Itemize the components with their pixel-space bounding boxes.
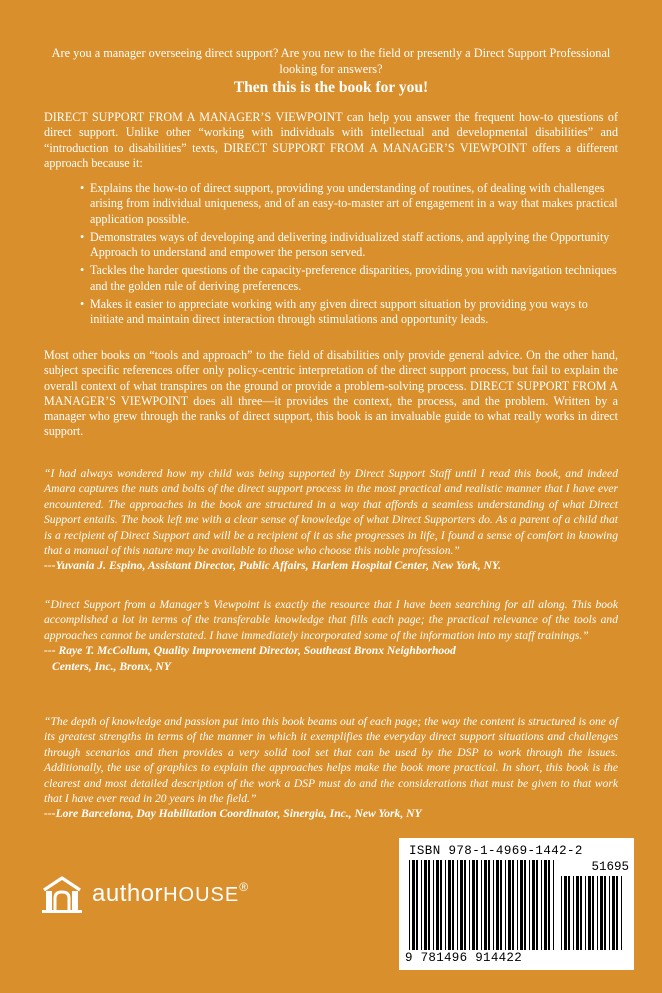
barcode-bar — [612, 876, 615, 950]
testimonial — [44, 466, 618, 574]
barcode-bar — [544, 860, 547, 950]
barcode-bar — [409, 860, 410, 950]
description-paragraph: Most other books on “tools and approach” to the field of disabilities only provide general advice. On the other hand, subject specific references offer only policy-centric interpretation of the direct support process, but fail to explain the overall context of what transpires on the ground or provide a problem-solving process. DIRECT SUPPORT FROM A MANAGER’S VIEWPOINT does all three—it provides the context, the process, and the problem. Written by a manager who grew through the ranks of direct support, this book is an invaluable guide to what really works in direct support. — [44, 348, 618, 439]
feature-list — [80, 181, 620, 331]
testimonial-attribution: ---Yuvania J. Espino, Assistant Director, Public Affairs, Harlem Hospital Center, New York, NY. — [44, 559, 502, 573]
barcode-digits: 9 781496 914422 — [405, 951, 523, 965]
testimonial-text: “The depth of knowledge and passion put into this book beams out of each page; the way the content is structured is one of its greatest strengths in terms of the manner in which it exemplifies the everyday direct support situations and challenges through scenarios and then provides a very solid tool set that can be used by the DSP to work through the issues. Additionally, the use of graphics to explain the approaches helps make the book more practical. In short, this book is the clearest and most detailed description of the work a DSP must do and the considerations that must be given to that work that I have ever read in 20 years in the field.” — [44, 715, 618, 806]
barcode-bar — [597, 876, 598, 950]
barcode-bar — [412, 860, 415, 950]
barcode-bar — [512, 860, 514, 950]
barcode-bar — [472, 860, 475, 950]
barcode-bar — [588, 876, 591, 950]
barcode-bar — [592, 876, 594, 950]
list-item: • Tackles the harder questions of the capacity-preference disparities, providing you with navigation techniques and the golden rule of deriving preferences. — [80, 263, 617, 293]
barcode-bar — [464, 860, 466, 950]
barcode-bar — [424, 860, 427, 950]
publisher-logo — [40, 874, 300, 914]
barcode-bar — [428, 860, 430, 950]
bullet-mark: • — [80, 297, 85, 312]
barcode-bar — [553, 860, 554, 950]
barcode-bar — [517, 860, 518, 950]
barcode-bar — [416, 860, 418, 950]
barcode-bar — [448, 860, 451, 950]
barcode-bar — [568, 876, 570, 950]
barcode-bar — [505, 860, 506, 950]
barcode-bar — [541, 860, 542, 950]
barcode-bar — [436, 860, 439, 950]
isbn-text: ISBN 978-1-4969-1442-2 — [409, 844, 583, 858]
bullet-mark: • — [80, 263, 85, 278]
headline: Then this is the book for you! — [233, 79, 429, 96]
barcode-bar — [532, 860, 535, 950]
testimonial-text: “I had always wondered how my child was being supported by Direct Support Staff until I read this book, and indeed Amara captures the nuts and bolts of the direct support process in the most practical and realistic manner that I have ever encountered. The approaches in the book are structured in a way that affords a seamless understanding of what Direct Support entails. The book left me with a clear sense of knowledge of what Direct Supporters do. As a parent of a child that is a recipient of Direct Support and will be a recipient of it as she progresses in life, I found a sense of comfort in knowing that a manual of this nature may be available to those who choose this noble profession.” — [44, 467, 618, 558]
house-arch-icon — [40, 874, 84, 914]
barcode-bars — [409, 860, 559, 950]
testimonial — [44, 714, 618, 822]
list-item: • Explains the how-to of direct support, providing you understanding of routines, of dealing with challenges arising from individual uniqueness, and of an easy-to-master art of engagement in a way that makes practical application possible. — [80, 181, 618, 226]
barcode-bar — [609, 876, 610, 950]
price-code: 51695 — [591, 860, 629, 874]
barcode-bar — [445, 860, 446, 950]
barcode-bar — [616, 876, 618, 950]
addon-barcode-bars — [561, 876, 627, 950]
publisher-name: authorHOUSE® — [92, 880, 249, 907]
testimonial — [44, 597, 618, 674]
barcode-bar — [488, 860, 490, 950]
barcode — [399, 838, 634, 970]
list-item: • Demonstrates ways of developing and delivering individualized staff actions, and applying the Opportunity Approach to understand and empower the person served. — [80, 229, 610, 260]
barcode-bar — [548, 860, 550, 950]
barcode-bar — [585, 876, 586, 950]
barcode-bar — [536, 860, 538, 950]
barcode-bar — [484, 860, 487, 950]
bullet-mark: • — [80, 229, 85, 244]
barcode-bar — [476, 860, 478, 950]
barcode-bar — [460, 860, 463, 950]
barcode-bar — [524, 860, 526, 950]
barcode-bar — [508, 860, 511, 950]
barcode-bar — [564, 876, 567, 950]
testimonial-text: “Direct Support from a Manager’s Viewpoint is exactly the resource that I have been searching for all along. This book accomplished a lot in terms of the transferable knowledge that fills each page; the practical relevance of the tools and approaches cannot be understated. I have immediately incorporated some of the information into my staff trainings.” — [44, 598, 618, 642]
barcode-bar — [580, 876, 582, 950]
barcode-bar — [576, 876, 579, 950]
testimonial-attribution: ---Lore Barcelona, Day Habilitation Coordinator, Sinergia, Inc., New York, NY — [44, 807, 422, 821]
testimonial-attribution-continued: Centers, Inc., Bronx, NY — [52, 659, 171, 673]
barcode-bar — [621, 876, 622, 950]
barcode-bar — [493, 860, 494, 950]
barcode-bar — [561, 876, 562, 950]
barcode-bar — [469, 860, 470, 950]
barcode-bar — [496, 860, 499, 950]
bullet-mark: • — [80, 181, 85, 195]
barcode-bar — [600, 876, 603, 950]
barcode-bar — [421, 860, 422, 950]
intro-question: Are you a manager overseeing direct support? Are you new to the field or presently a Direct Support Professional looking for answers? — [51, 46, 611, 76]
barcode-bar — [500, 860, 502, 950]
barcode-bar — [440, 860, 442, 950]
blurb-paragraph: DIRECT SUPPORT FROM A MANAGER’S VIEWPOINT can help you answer the frequent how-to questions of direct support. Unlike other “working with individuals with intellectual and developmental disabilities” and “introduction to disabilities” texts, DIRECT SUPPORT FROM A MANAGER’S VIEWPOINT offers a different approach because it: — [44, 110, 618, 170]
barcode-bar — [520, 860, 523, 950]
barcode-bar — [457, 860, 458, 950]
testimonial-attribution: --- Raye T. McCollum, Quality Improvement Director, Southeast Bronx Neighborhood — [44, 644, 456, 658]
barcode-bar — [481, 860, 482, 950]
barcode-bar — [604, 876, 606, 950]
barcode-bar — [573, 876, 574, 950]
barcode-bar — [452, 860, 454, 950]
list-item: • Makes it easier to appreciate working with any given direct support situation by providing you ways to initiate and maintain direct interaction through stimulations and opportunity leads. — [80, 297, 588, 327]
barcode-bar — [433, 860, 434, 950]
barcode-bar — [529, 860, 530, 950]
